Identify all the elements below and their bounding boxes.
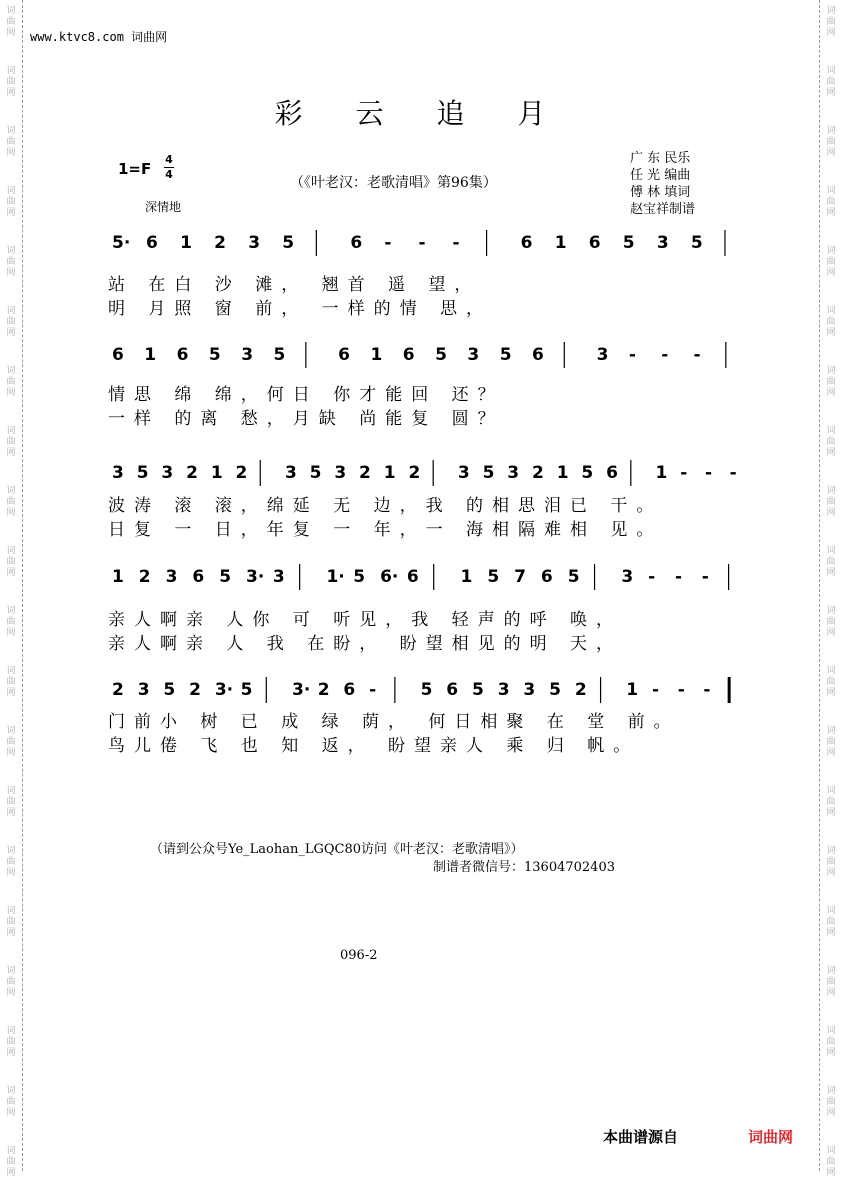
sustain-dash: - bbox=[680, 463, 688, 483]
note: 6 bbox=[520, 233, 533, 253]
watermark-text: 词 曲 网 bbox=[826, 846, 836, 878]
watermark-text: 词 曲 网 bbox=[826, 426, 836, 458]
note: 1 bbox=[180, 233, 192, 253]
watermark-text: 词 曲 网 bbox=[6, 6, 16, 38]
note: 6 bbox=[146, 233, 158, 253]
note: 3· bbox=[292, 680, 311, 700]
note: 3 bbox=[656, 233, 669, 253]
sustain-dash: - bbox=[652, 680, 660, 700]
note: 6 bbox=[402, 345, 415, 365]
note: 3 bbox=[241, 345, 254, 365]
note: 5 bbox=[273, 345, 286, 365]
note: 5 bbox=[420, 680, 433, 700]
note: 5 bbox=[487, 567, 500, 587]
note: 5 bbox=[435, 345, 447, 365]
watermark-text: 词 曲 网 bbox=[826, 606, 836, 638]
note: 5 bbox=[282, 233, 295, 253]
sustain-dash: - bbox=[369, 680, 377, 700]
sustain-dash: - bbox=[701, 567, 709, 587]
note: 1 bbox=[144, 345, 157, 365]
score-system-1 bbox=[108, 230, 725, 319]
note: 5 bbox=[353, 567, 366, 587]
note: 2 bbox=[532, 463, 544, 483]
note: 7 bbox=[514, 567, 526, 587]
key-signature: 1=F bbox=[118, 160, 152, 178]
watermark-text: 词 曲 网 bbox=[6, 186, 16, 218]
lyric-line: 亲人啊亲 人你 可 听见，我 轻声的呼 唤， bbox=[108, 610, 623, 630]
note: 3 bbox=[334, 463, 347, 483]
note: 1 bbox=[554, 233, 567, 253]
score-system-3 bbox=[108, 460, 737, 540]
watermark-text: 词 曲 网 bbox=[6, 546, 16, 578]
note: 6 bbox=[532, 345, 544, 365]
watermark-text: 词 曲 网 bbox=[826, 366, 836, 398]
sustain-dash: - bbox=[384, 233, 392, 253]
note: 1 bbox=[655, 463, 668, 483]
note: 3 bbox=[272, 567, 285, 587]
note: 6 bbox=[192, 567, 205, 587]
note: 6 bbox=[540, 567, 553, 587]
subtitle: （《叶老汉：老歌清唱》第96集） bbox=[290, 175, 497, 191]
credit-origin: 广 东 民乐 bbox=[630, 151, 691, 166]
note: 2 bbox=[189, 680, 201, 700]
note: 6 bbox=[406, 567, 419, 587]
note: 3 bbox=[137, 680, 150, 700]
note: 6 bbox=[112, 345, 124, 365]
score-system-2 bbox=[108, 342, 726, 429]
watermark-text: 词 曲 网 bbox=[6, 126, 16, 158]
watermark-text: 词 曲 网 bbox=[826, 546, 836, 578]
note: 3· bbox=[246, 567, 265, 587]
watermark-text: 词 曲 网 bbox=[6, 606, 16, 638]
note: 1 bbox=[626, 680, 639, 700]
sustain-dash: - bbox=[693, 345, 701, 365]
watermark-text: 词 曲 网 bbox=[6, 426, 16, 458]
song-title: 彩 云 追 月 bbox=[274, 97, 568, 130]
note: 5 bbox=[472, 680, 484, 700]
note: 3 bbox=[596, 345, 609, 365]
score-system-5 bbox=[108, 677, 729, 756]
note: 5 bbox=[581, 463, 594, 483]
note: 2 bbox=[408, 463, 421, 483]
note: 3 bbox=[248, 233, 261, 253]
watermark-text: 词 曲 网 bbox=[826, 666, 836, 698]
sustain-dash: - bbox=[677, 680, 685, 700]
watermark-text: 词 曲 网 bbox=[6, 66, 16, 98]
note: 5 bbox=[240, 680, 253, 700]
score-system-4 bbox=[108, 564, 729, 654]
note: 3 bbox=[507, 463, 520, 483]
note: 3 bbox=[284, 463, 297, 483]
note: 6 bbox=[606, 463, 618, 483]
tempo-marking: 深情地 bbox=[145, 200, 182, 214]
credit-transcriber: 赵宝祥制谱 bbox=[630, 202, 696, 217]
note: 6· bbox=[380, 567, 399, 587]
sustain-dash: - bbox=[661, 345, 669, 365]
credit-arranger: 任 光 编曲 bbox=[630, 168, 691, 183]
watermark-text: 词 曲 网 bbox=[6, 726, 16, 758]
note: 6 bbox=[176, 345, 189, 365]
note: 1 bbox=[112, 567, 124, 587]
note: 5 bbox=[219, 567, 232, 587]
watermark-text: 词 曲 网 bbox=[6, 1086, 16, 1118]
watermark-text: 词 曲 网 bbox=[826, 246, 836, 278]
note: 5 bbox=[309, 463, 322, 483]
lyric-line: 门前小 树 已 成 绿 荫， 何日相聚 在 堂 前。 bbox=[108, 712, 680, 732]
note: 3 bbox=[457, 463, 470, 483]
lyric-line: 鸟儿倦 飞 也 知 返， 盼望亲人 乘 归 帆。 bbox=[108, 736, 640, 756]
note: 5 bbox=[482, 463, 495, 483]
note: 2 bbox=[235, 463, 248, 483]
watermark-text: 词 曲 网 bbox=[6, 786, 16, 818]
watermark-text: 词 曲 网 bbox=[826, 306, 836, 338]
watermark-text: 词 曲 网 bbox=[826, 1026, 836, 1058]
watermark-text: 词 曲 网 bbox=[826, 126, 836, 158]
watermark-text: 词 曲 网 bbox=[6, 1026, 16, 1058]
watermark-text: 词 曲 网 bbox=[6, 246, 16, 278]
watermark-text: 词 曲 网 bbox=[826, 786, 836, 818]
lyric-line: 站 在白 沙 滩， 翘首 遥 望， bbox=[108, 275, 481, 295]
note: 6 bbox=[588, 233, 601, 253]
note: 1 bbox=[370, 345, 383, 365]
footer-note: （请到公众号Ye_Laohan_LGQC80访问《叶老汉：老歌清唱》） bbox=[150, 842, 524, 857]
sustain-dash: - bbox=[729, 463, 737, 483]
note: 5 bbox=[499, 345, 512, 365]
meter-top: 4 bbox=[165, 153, 173, 166]
note: 1 bbox=[383, 463, 396, 483]
note: 3 bbox=[621, 567, 634, 587]
watermark-text: 词 曲 网 bbox=[6, 306, 16, 338]
page-number: 096-2 bbox=[340, 948, 378, 963]
note: 5 bbox=[136, 463, 149, 483]
note: 1· bbox=[326, 567, 345, 587]
note: 6 bbox=[338, 345, 350, 365]
lyric-line: 情思 绵 绵，何日 你才能回 还？ bbox=[108, 385, 504, 405]
note: 5 bbox=[567, 567, 580, 587]
watermark-text: 词 曲 网 bbox=[6, 1146, 16, 1178]
watermark-text: 词 曲 网 bbox=[6, 486, 16, 518]
watermark-text: 词 曲 网 bbox=[6, 966, 16, 998]
sustain-dash: - bbox=[703, 680, 711, 700]
lyric-line: 明 月照 窗 前， 一样的情 思， bbox=[108, 299, 493, 319]
watermark-text: 词 曲 网 bbox=[826, 726, 836, 758]
meter-bottom: 4 bbox=[165, 168, 173, 181]
note: 5 bbox=[690, 233, 703, 253]
lyric-line: 日复 一 日，年复 一 年，一 海相隔难相 见。 bbox=[108, 520, 663, 540]
note: 3 bbox=[523, 680, 536, 700]
watermark-text: 词 曲 网 bbox=[826, 966, 836, 998]
note: 2 bbox=[138, 567, 151, 587]
watermark-text: 词 曲 网 bbox=[826, 6, 836, 38]
note: 3 bbox=[112, 463, 124, 483]
note: 3 bbox=[467, 345, 480, 365]
note: 2 bbox=[186, 463, 198, 483]
lyric-line: 波涛 滚 滚，绵延 无 边，我 的相思泪已 干。 bbox=[108, 496, 663, 516]
watermark-text: 词 曲 网 bbox=[826, 186, 836, 218]
watermark-text: 词 曲 网 bbox=[826, 66, 836, 98]
sustain-dash: - bbox=[452, 233, 460, 253]
sustain-dash: - bbox=[418, 233, 426, 253]
lyric-line: 一样 的离 愁，月缺 尚能复 圆？ bbox=[108, 409, 504, 429]
note: 1 bbox=[460, 567, 473, 587]
sustain-dash: - bbox=[648, 567, 656, 587]
watermark-text: 词 曲 网 bbox=[6, 366, 16, 398]
note: 1 bbox=[556, 463, 569, 483]
watermark-text: 词 曲 网 bbox=[6, 666, 16, 698]
credit-lyricist: 傅 林 填词 bbox=[630, 185, 691, 200]
note: 2 bbox=[112, 680, 124, 700]
note: 1 bbox=[210, 463, 223, 483]
watermark-text: 词 曲 网 bbox=[6, 906, 16, 938]
note: 3 bbox=[165, 567, 178, 587]
transcriber-contact: 制谱者微信号：13604702403 bbox=[433, 860, 615, 875]
note: 5 bbox=[549, 680, 561, 700]
watermark-text: 词 曲 网 bbox=[826, 906, 836, 938]
note: 3 bbox=[161, 463, 174, 483]
sustain-dash: - bbox=[674, 567, 683, 587]
watermark-text: 词 曲 网 bbox=[826, 486, 836, 518]
note: 6 bbox=[446, 680, 459, 700]
watermark-text: 词 曲 网 bbox=[6, 846, 16, 878]
watermark-text: 词 曲 网 bbox=[826, 1146, 836, 1178]
sustain-dash: - bbox=[628, 345, 636, 365]
note: 3 bbox=[497, 680, 510, 700]
site-url[interactable]: www.ktvc8.com 词曲网 bbox=[30, 30, 168, 44]
sustain-dash: - bbox=[704, 463, 713, 483]
watermark-text: 词 曲 网 bbox=[826, 1086, 836, 1118]
lyric-line: 亲人啊亲 人 我 在盼， 盼望相见的明 天， bbox=[108, 634, 623, 654]
source-brand[interactable]: 词曲网 bbox=[748, 1128, 794, 1146]
note: 3· bbox=[214, 680, 234, 700]
note: 2 bbox=[214, 233, 227, 253]
note: 5· bbox=[112, 233, 131, 253]
note: 2 bbox=[317, 680, 330, 700]
note: 2 bbox=[574, 680, 587, 700]
note: 5 bbox=[163, 680, 176, 700]
note: 6 bbox=[343, 680, 356, 700]
note: 5 bbox=[622, 233, 635, 253]
source-label: 本曲谱源自 bbox=[603, 1128, 679, 1146]
note: 6 bbox=[350, 233, 363, 253]
note: 5 bbox=[208, 345, 221, 365]
note: 2 bbox=[359, 463, 371, 483]
